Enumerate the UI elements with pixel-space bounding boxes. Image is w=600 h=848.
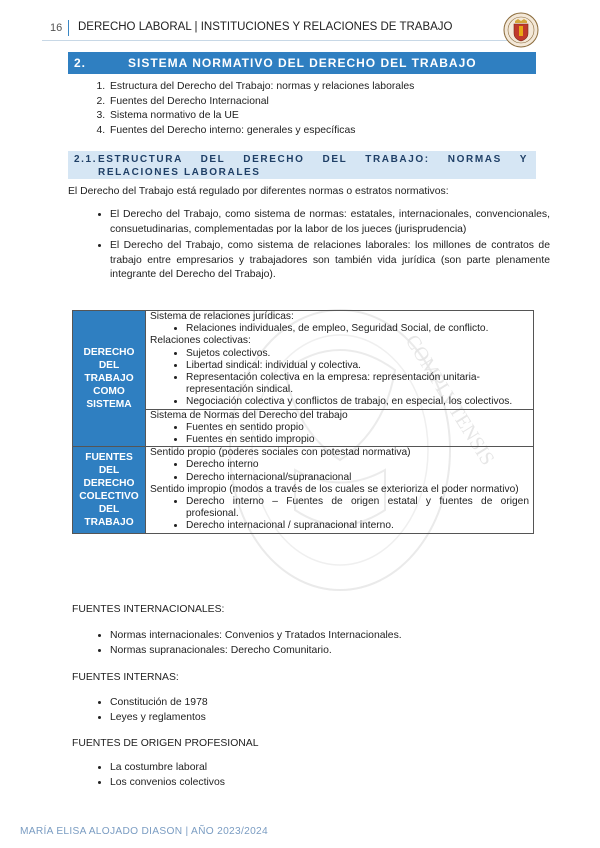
subsection-heading xyxy=(68,151,536,179)
table-cell-relaciones xyxy=(146,311,534,410)
list-item: 1. Estructura del Derecho del Trabajo: normas y relaciones laborales xyxy=(108,80,528,95)
fuentes-profesional-heading: FUENTES DE ORIGEN PROFESIONAL xyxy=(72,738,259,749)
list-item: • Libertad sindical: individual y colectiva. xyxy=(186,360,529,372)
list-item: • Representación colectiva en la empresa: representación unitaria-representación sindical. xyxy=(186,372,529,396)
propio-list xyxy=(150,459,529,483)
list-item: • Sujetos colectivos. xyxy=(186,348,529,360)
list-item: • El Derecho del Trabajo, como sistema de normas: estatales, internacionales, convencionales, consuetudinarias, complementadas por la labor de los jueces (jurisprudencia) xyxy=(110,208,550,237)
section-heading xyxy=(68,52,536,74)
list-item: • Derecho internacional / supranacional interno. xyxy=(186,520,529,532)
list-item: • Los convenios colectivos xyxy=(110,776,530,791)
subsection-number: 2.1. xyxy=(74,154,98,165)
fuentes-internas-list xyxy=(88,696,530,725)
header-title: DERECHO LABORAL | INSTITUCIONES Y RELACIONES DE TRABAJO xyxy=(78,21,453,33)
table-cell-normas xyxy=(146,409,534,447)
list-item: • Fuentes en sentido impropio xyxy=(186,434,529,446)
list-item: 2. Fuentes del Derecho Internacional xyxy=(108,95,528,110)
list-item: 4. Fuentes del Derecho interno: generales y específicas xyxy=(108,124,528,139)
list-item: • Derecho interno xyxy=(186,459,529,471)
list-item: • Derecho interno – Fuentes de origen estatal y fuentes de origen profesional. xyxy=(186,496,529,520)
intro-paragraph: El Derecho del Trabajo está regulado por diferentes normas o estratos normativos: xyxy=(68,186,449,197)
propio-title: Sentido propio (poderes sociales con potestad normativa) xyxy=(150,447,411,459)
header-rule xyxy=(42,40,532,41)
list-item: • Normas internacionales: Convenios y Tratados Internacionales. xyxy=(110,629,530,644)
fuentes-internacionales-heading: FUENTES INTERNACIONALES: xyxy=(72,604,225,615)
list-item: • Normas supranacionales: Derecho Comunitario. xyxy=(110,644,530,659)
list-item: • El Derecho del Trabajo, como sistema de relaciones laborales: los millones de contratos de trabajo entre empresarios y trabajadores son también vida jurídica (son parte plenamente integrante del Derecho del Trabajo). xyxy=(110,239,550,283)
list-item: • La costumbre laboral xyxy=(110,761,530,776)
fuentes-internas-heading: FUENTES INTERNAS: xyxy=(72,672,179,683)
rel-colectivas-list xyxy=(150,348,529,409)
section-number: 2. xyxy=(74,56,87,70)
intro-bullet-list xyxy=(88,208,550,285)
list-item: • Constitución de 1978 xyxy=(110,696,530,711)
impropio-list xyxy=(150,496,529,533)
table-row xyxy=(73,447,534,533)
normas-list xyxy=(150,422,529,446)
section-title: SISTEMA NORMATIVO DEL DERECHO DEL TRABAJO xyxy=(128,56,477,70)
list-item: • Leyes y reglamentos xyxy=(110,711,530,726)
watermark-text: COMPLVTENSIS xyxy=(400,330,499,470)
rel-juridicas-title: Sistema de relaciones jurídicas: xyxy=(150,311,294,322)
university-seal-icon xyxy=(503,12,539,48)
page-number: 16 xyxy=(50,22,63,34)
rel-juridicas-list xyxy=(150,323,529,335)
page-header xyxy=(42,18,532,40)
row-label-derecho-sistema: DERECHO DEL TRABAJO COMO SISTEMA xyxy=(73,311,146,447)
table-cell-fuentes xyxy=(146,447,534,533)
list-item: • Negociación colectiva y conflictos de trabajo, en especial, los colectivos. xyxy=(186,396,529,408)
row-label-fuentes-colectivo: FUENTES DEL DERECHO COLECTIVO DEL TRABAJO xyxy=(73,447,146,533)
list-item: • Derecho internacional/supranacional xyxy=(186,472,529,484)
list-item: 3. Sistema normativo de la UE xyxy=(108,109,528,124)
impropio-title: Sentido impropio (modos a través de los cuales se exterioriza el poder normativo) xyxy=(150,483,519,495)
table-row xyxy=(73,311,534,410)
normative-system-table xyxy=(72,310,534,534)
fuentes-profesional-list xyxy=(88,761,530,790)
list-item: • Relaciones individuales, de empleo, Seguridad Social, de conflicto. xyxy=(186,323,529,335)
page-footer: MARÍA ELISA ALOJADO DIASON | AÑO 2023/2024 xyxy=(20,826,268,837)
fuentes-internacionales-list xyxy=(88,629,530,658)
normas-title: Sistema de Normas del Derecho del trabajo xyxy=(150,409,348,421)
header-divider xyxy=(68,20,69,36)
rel-colectivas-title: Relaciones colectivas: xyxy=(150,335,251,347)
subsection-title: ESTRUCTURA DEL DERECHO DEL TRABAJO: NORMAS Y RELACIONES LABORALES xyxy=(98,154,528,178)
section-contents-list xyxy=(88,80,528,138)
list-item: • Fuentes en sentido propio xyxy=(186,422,529,434)
